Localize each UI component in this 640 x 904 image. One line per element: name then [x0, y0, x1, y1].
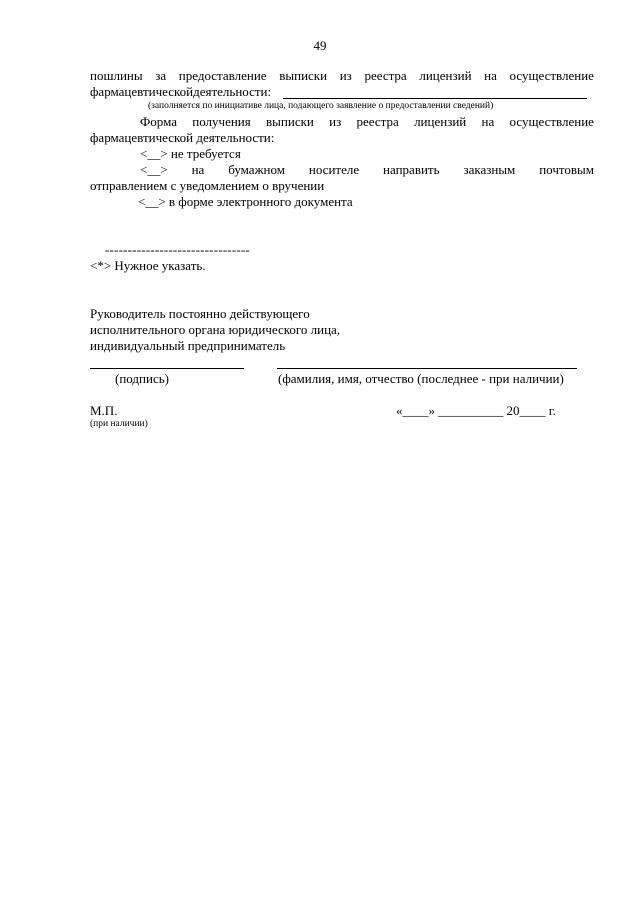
option-electronic: <__> в форме электронного документа: [138, 194, 353, 209]
signature-title-line2: исполнительного органа юридического лица,: [90, 322, 341, 337]
option-paper-line1: [140, 162, 594, 178]
page-number: 49: [313, 38, 327, 53]
word: Форма: [140, 114, 177, 129]
signature-title-line1: Руководитель постоянно действующего: [90, 306, 310, 321]
signature-title-line3: индивидуальный предприниматель: [90, 338, 286, 353]
word: на: [191, 162, 205, 177]
word: осуществление: [509, 114, 594, 129]
word: за: [155, 68, 167, 83]
word: выписки: [279, 68, 328, 83]
fill-in-line: [283, 98, 587, 99]
date-field: «____» __________ 20____ г.: [396, 403, 556, 418]
word: пошлины: [90, 68, 143, 83]
name-line: [277, 368, 577, 369]
word: носителе: [308, 162, 360, 177]
word: направить: [383, 162, 440, 177]
option-not-required: <__> не требуется: [140, 146, 241, 161]
para2-line2: фармацевтической деятельности:: [90, 130, 275, 145]
stamp-mark: М.П.: [90, 403, 118, 418]
option-paper-line2: отправлением с уведомлением о вручении: [90, 178, 325, 193]
word: выписки: [266, 114, 314, 129]
word: на: [481, 114, 495, 129]
word: на: [484, 68, 497, 83]
word: бумажном: [228, 162, 285, 177]
word: реестра: [356, 114, 399, 129]
word: получения: [192, 114, 251, 129]
word: реестра: [364, 68, 407, 83]
word: из: [329, 114, 342, 129]
footnote-separator: --------------------------------: [105, 242, 250, 257]
word: <__>: [140, 162, 168, 177]
name-label: (фамилия, имя, отчество (последнее - при наличии): [278, 371, 564, 386]
word: заказным: [463, 162, 516, 177]
word: лицензий: [419, 68, 472, 83]
stamp-note: (при наличии): [90, 419, 148, 429]
word: из: [339, 68, 352, 83]
para1-line2: фармацевтическойдеятельности:: [90, 84, 272, 99]
fill-in-hint: (заполняется по инициативе лица, подающего заявление о предоставлении сведений): [148, 101, 494, 111]
word: предоставление: [178, 68, 267, 83]
footnote-note: <*> Нужное указать.: [90, 258, 206, 273]
para2-line1: [140, 114, 594, 130]
word: лицензий: [414, 114, 467, 129]
word: почтовым: [539, 162, 594, 177]
word: осуществление: [509, 68, 594, 83]
signature-line: [90, 368, 244, 369]
para1-line1: [90, 68, 594, 84]
signature-label: (подпись): [115, 371, 169, 386]
